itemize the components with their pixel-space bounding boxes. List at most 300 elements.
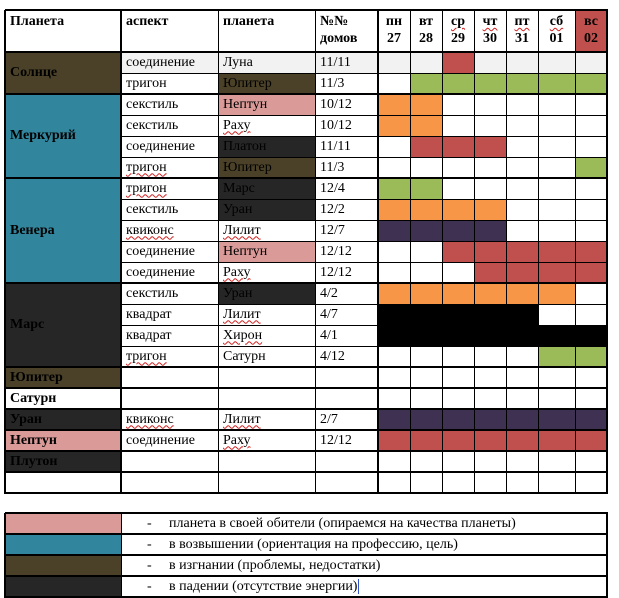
- houses-text: 12/7: [320, 222, 345, 238]
- day-of-week: вт: [418, 14, 434, 29]
- planet-cell: [5, 283, 121, 367]
- day-date: 28: [419, 31, 433, 46]
- aspect-text: секстиль: [126, 96, 179, 112]
- planet2-text: Лилит: [223, 222, 261, 238]
- planet-name: Юпитер: [10, 369, 63, 385]
- day-cell: [538, 472, 575, 493]
- planet2-cell: [218, 472, 315, 493]
- grid-line-v: [4, 513, 6, 598]
- header-day-label: [538, 13, 575, 47]
- header-day-label: [442, 13, 474, 47]
- day-cell: [442, 241, 474, 262]
- day-cell: [410, 220, 442, 241]
- houses-cell: [315, 262, 378, 283]
- day-cell: [474, 241, 506, 262]
- planet2-cell: [218, 325, 315, 346]
- aspect-text: секстиль: [126, 285, 179, 301]
- day-cell: [506, 115, 538, 136]
- grid-line-h: [121, 73, 608, 74]
- planet2-cell: [218, 73, 315, 94]
- aspect-cell: [121, 451, 218, 472]
- planet2-text: Хирон: [223, 327, 263, 343]
- day-cell: [538, 346, 575, 367]
- houses-cell: [315, 178, 378, 199]
- day-cell: [442, 283, 474, 304]
- planet-cell: [5, 388, 121, 409]
- legend-text: [129, 558, 380, 574]
- day-cell: [474, 388, 506, 409]
- planet-name: Меркурий: [10, 128, 76, 143]
- planet-name: Сатурн: [10, 390, 57, 406]
- day-date: 30: [483, 31, 497, 46]
- houses-cell: [315, 157, 378, 178]
- legend-text: [129, 516, 516, 532]
- planet2-cell: [218, 367, 315, 388]
- aspect-cell: [121, 346, 218, 367]
- aspect-text: квадрат: [126, 306, 172, 322]
- legend-dash: -: [147, 515, 152, 531]
- grid-line-h: [5, 366, 608, 368]
- day-of-week: пт: [514, 14, 530, 29]
- day-cell: [506, 472, 538, 493]
- day-cell: [575, 178, 607, 199]
- aspect-text: соединение: [126, 264, 195, 280]
- grid-line-v: [218, 10, 219, 494]
- aspect-cell: [121, 241, 218, 262]
- houses-cell: [315, 388, 378, 409]
- day-cell: [410, 94, 442, 115]
- grid-line-h: [121, 325, 608, 326]
- houses-text: 4/1: [320, 327, 338, 343]
- houses-cell: [315, 451, 378, 472]
- houses-text: 11/3: [320, 75, 345, 91]
- day-cell: [474, 262, 506, 283]
- houses-text: 12/12: [320, 264, 352, 280]
- planet2-text: Марс: [223, 180, 255, 196]
- day-cell: [506, 199, 538, 220]
- day-cell: [474, 367, 506, 388]
- planet2-cell: [218, 178, 315, 199]
- houses-cell: [315, 346, 378, 367]
- planet2-text: Лилит: [223, 306, 261, 322]
- day-cell: [474, 346, 506, 367]
- header-planet2-text: планета: [223, 14, 275, 29]
- houses-cell: [315, 94, 378, 115]
- aspect-cell: [121, 283, 218, 304]
- grid-line-h: [5, 387, 608, 389]
- day-cell: [474, 73, 506, 94]
- planet-cell: [5, 451, 121, 472]
- grid-line-h: [121, 199, 608, 200]
- header-day-label: [575, 13, 607, 47]
- day-cell: [538, 367, 575, 388]
- header-houses: [315, 10, 378, 52]
- planet2-cell: [218, 241, 315, 262]
- day-of-week: чт: [482, 14, 498, 29]
- aspect-cell: [121, 430, 218, 451]
- day-cell: [442, 346, 474, 367]
- day-cell: [474, 472, 506, 493]
- grid-line-h: [5, 575, 608, 577]
- day-cell: [538, 115, 575, 136]
- grid-line-v: [120, 10, 122, 494]
- legend-text-cell: [121, 534, 607, 555]
- day-cell: [442, 73, 474, 94]
- day-cell: [474, 115, 506, 136]
- day-cell: [474, 52, 506, 73]
- aspect-cell: [121, 367, 218, 388]
- day-cell: [378, 178, 410, 199]
- houses-cell: [315, 325, 378, 346]
- day-cell: [575, 346, 607, 367]
- planet2-cell: [218, 199, 315, 220]
- aspect-cell: [121, 220, 218, 241]
- legend-description: в падении (отсутствие энергии): [169, 578, 358, 594]
- grid-line-v: [474, 10, 475, 494]
- day-cell: [410, 472, 442, 493]
- day-cell: [378, 136, 410, 157]
- houses-cell: [315, 220, 378, 241]
- houses-text: 10/12: [320, 117, 352, 133]
- planet2-cell: [218, 220, 315, 241]
- day-cell: [378, 241, 410, 262]
- day-cell: [538, 388, 575, 409]
- day-cell: [575, 367, 607, 388]
- aspect-text: квиконс: [126, 222, 174, 238]
- day-date: 27: [387, 31, 401, 46]
- header-planet2: [218, 10, 315, 52]
- legend-description: планета в своей обители (опираемся на качества планеты): [169, 515, 516, 531]
- day-cell: [378, 430, 410, 451]
- day-cell: [442, 451, 474, 472]
- grid-line-h: [5, 93, 608, 95]
- day-cell: [410, 73, 442, 94]
- planet2-cell: [218, 409, 315, 430]
- grid-line-h: [5, 533, 608, 535]
- houses-cell: [315, 115, 378, 136]
- aspect-cell: [121, 115, 218, 136]
- day-date: 01: [549, 31, 564, 46]
- header-planet: [5, 10, 121, 52]
- houses-cell: [315, 367, 378, 388]
- grid-line-h: [5, 429, 608, 431]
- day-cell: [410, 136, 442, 157]
- day-cell: [442, 94, 474, 115]
- day-cell: [378, 472, 410, 493]
- day-of-week: пн: [385, 14, 403, 29]
- grid-line-h: [121, 220, 608, 221]
- houses-text: 4/2: [320, 285, 338, 301]
- grid-line-v: [410, 10, 411, 494]
- houses-text: 10/12: [320, 96, 352, 112]
- aspect-text: тригон: [126, 159, 167, 175]
- day-cell: [538, 409, 575, 430]
- day-cell: [575, 430, 607, 451]
- day-cell: [538, 178, 575, 199]
- legend-dash: -: [147, 536, 152, 552]
- day-cell: [442, 115, 474, 136]
- day-of-week: ср: [451, 14, 465, 29]
- houses-cell: [315, 283, 378, 304]
- aspect-cell: [121, 409, 218, 430]
- houses-cell: [315, 304, 378, 325]
- aspect-text: соединение: [126, 432, 195, 448]
- header-day-label: [410, 13, 442, 47]
- day-cell: [378, 409, 410, 430]
- planet-cell: [5, 178, 121, 283]
- grid-line-h: [5, 554, 608, 556]
- houses-cell: [315, 241, 378, 262]
- planet2-text: Сатурн: [223, 348, 266, 364]
- houses-text: 11/3: [320, 159, 345, 175]
- aspect-text: квадрат: [126, 327, 172, 343]
- planet2-cell: [218, 388, 315, 409]
- day-cell: [474, 451, 506, 472]
- planet2-cell: [218, 136, 315, 157]
- houses-text: 11/11: [320, 54, 351, 70]
- day-cell: [378, 220, 410, 241]
- day-cell: [506, 94, 538, 115]
- legend-swatch: [5, 555, 121, 576]
- day-cell: [410, 304, 442, 325]
- aspect-text: соединение: [126, 138, 195, 154]
- aspect-text: тригон: [126, 348, 167, 364]
- aspect-text: соединение: [126, 54, 195, 70]
- houses-text: 12/2: [320, 201, 345, 217]
- day-cell: [410, 409, 442, 430]
- day-cell: [410, 115, 442, 136]
- day-cell: [474, 220, 506, 241]
- header-day-0: [378, 10, 410, 52]
- planet2-text: Нептун: [223, 96, 268, 112]
- grid-line-h: [121, 115, 608, 116]
- day-of-week: вс: [584, 14, 598, 29]
- planet2-text: Раху: [223, 117, 251, 133]
- day-cell: [378, 388, 410, 409]
- planet2-cell: [218, 94, 315, 115]
- day-cell: [474, 178, 506, 199]
- day-cell: [378, 451, 410, 472]
- aspect-cell: [121, 199, 218, 220]
- houses-text: 4/12: [320, 348, 345, 364]
- day-cell: [575, 52, 607, 73]
- grid-line-h: [5, 512, 608, 514]
- day-cell: [378, 94, 410, 115]
- day-cell: [378, 199, 410, 220]
- day-cell: [442, 262, 474, 283]
- day-cell: [575, 304, 607, 325]
- planet2-cell: [218, 304, 315, 325]
- day-cell: [410, 283, 442, 304]
- day-cell: [575, 136, 607, 157]
- header-day-label: [474, 13, 506, 47]
- planet-name: Плутон: [10, 453, 58, 469]
- grid-line-h: [121, 136, 608, 137]
- day-cell: [538, 451, 575, 472]
- day-cell: [575, 472, 607, 493]
- day-cell: [538, 283, 575, 304]
- day-cell: [575, 73, 607, 94]
- planet-cell: [5, 409, 121, 430]
- grid-line-v: [121, 513, 122, 598]
- grid-line-v: [4, 10, 6, 494]
- day-cell: [410, 262, 442, 283]
- legend-text: [129, 579, 359, 595]
- aspect-text: тригон: [126, 75, 167, 91]
- planet-cell: [5, 52, 121, 94]
- planet-name: Уран: [10, 411, 42, 427]
- legend-swatch: [5, 576, 121, 597]
- day-cell: [410, 178, 442, 199]
- houses-text: 4/7: [320, 306, 338, 322]
- houses-text: 12/12: [320, 243, 352, 259]
- houses-cell: [315, 472, 378, 493]
- aspect-text: секстиль: [126, 201, 179, 217]
- planet2-text: Уран: [223, 201, 253, 217]
- grid-line-h: [5, 177, 608, 179]
- day-cell: [378, 304, 410, 325]
- day-cell: [538, 430, 575, 451]
- grid-line-h: [121, 157, 608, 158]
- aspect-cell: [121, 262, 218, 283]
- aspect-cell: [121, 325, 218, 346]
- day-cell: [506, 157, 538, 178]
- day-cell: [442, 472, 474, 493]
- day-cell: [506, 220, 538, 241]
- planet2-text: Уран: [223, 285, 253, 301]
- grid-line-v: [315, 10, 316, 494]
- day-cell: [378, 346, 410, 367]
- day-date: 31: [515, 31, 529, 46]
- day-cell: [410, 430, 442, 451]
- aspect-cell: [121, 304, 218, 325]
- planet2-cell: [218, 451, 315, 472]
- grid-line-v: [506, 10, 507, 494]
- day-cell: [575, 451, 607, 472]
- day-cell: [474, 304, 506, 325]
- planet-cell: [5, 94, 121, 178]
- day-cell: [378, 157, 410, 178]
- day-cell: [442, 367, 474, 388]
- grid-line-v: [538, 10, 539, 494]
- day-cell: [442, 178, 474, 199]
- day-cell: [442, 136, 474, 157]
- header-day-4: [506, 10, 538, 52]
- day-cell: [474, 94, 506, 115]
- header-planet-text: Планета: [10, 14, 65, 29]
- houses-cell: [315, 73, 378, 94]
- day-of-week: сб: [549, 14, 564, 29]
- planet-name: Нептун: [10, 432, 57, 448]
- aspect-cell: [121, 472, 218, 493]
- day-cell: [410, 157, 442, 178]
- aspect-text: соединение: [126, 243, 195, 259]
- grid-line-h: [5, 492, 608, 494]
- aspect-text: секстиль: [126, 117, 179, 133]
- day-cell: [575, 199, 607, 220]
- day-cell: [442, 388, 474, 409]
- aspect-text: тригон: [126, 180, 167, 196]
- planet2-cell: [218, 157, 315, 178]
- day-cell: [538, 73, 575, 94]
- day-cell: [538, 94, 575, 115]
- day-cell: [506, 409, 538, 430]
- planet2-text: Нептун: [223, 243, 268, 259]
- day-date: 29: [451, 31, 465, 46]
- day-cell: [575, 283, 607, 304]
- header-day-3: [474, 10, 506, 52]
- day-cell: [538, 199, 575, 220]
- day-cell: [410, 346, 442, 367]
- header-day-label: [378, 13, 410, 47]
- day-cell: [506, 430, 538, 451]
- planet-cell: [5, 472, 121, 493]
- planet2-cell: [218, 115, 315, 136]
- houses-text: 12/12: [320, 432, 352, 448]
- day-cell: [474, 430, 506, 451]
- day-cell: [506, 52, 538, 73]
- planet-cell: [5, 430, 121, 451]
- planet2-cell: [218, 346, 315, 367]
- day-cell: [474, 283, 506, 304]
- header-aspect-text: аспект: [126, 14, 169, 29]
- day-cell: [575, 220, 607, 241]
- day-cell: [506, 136, 538, 157]
- day-cell: [575, 94, 607, 115]
- day-cell: [538, 157, 575, 178]
- day-cell: [442, 220, 474, 241]
- day-cell: [506, 178, 538, 199]
- legend-text-cell: [121, 555, 607, 576]
- grid-line-h: [5, 51, 608, 53]
- grid-line-h: [5, 408, 608, 410]
- header-day-5: [538, 10, 575, 52]
- day-cell: [575, 388, 607, 409]
- planet2-text: Юпитер: [223, 75, 272, 91]
- planet2-cell: [218, 430, 315, 451]
- grid-line-v: [606, 10, 608, 494]
- grid-line-h: [5, 282, 608, 284]
- header-aspect: [121, 10, 218, 52]
- planet2-text: Платон: [223, 138, 267, 154]
- planet-cell: [5, 367, 121, 388]
- day-cell: [538, 52, 575, 73]
- houses-cell: [315, 199, 378, 220]
- planet2-text: Юпитер: [223, 159, 272, 175]
- day-cell: [378, 367, 410, 388]
- day-cell: [506, 367, 538, 388]
- day-cell: [474, 199, 506, 220]
- legend-text: [129, 537, 458, 553]
- day-cell: [506, 388, 538, 409]
- day-cell: [378, 52, 410, 73]
- legend-dash: -: [147, 578, 152, 594]
- day-cell: [410, 388, 442, 409]
- day-cell: [410, 199, 442, 220]
- grid-line-v: [442, 10, 443, 494]
- planet2-cell: [218, 262, 315, 283]
- grid-line-v: [606, 513, 608, 598]
- grid-line-h: [121, 241, 608, 242]
- day-cell: [575, 115, 607, 136]
- aspect-cell: [121, 136, 218, 157]
- day-cell: [538, 241, 575, 262]
- houses-text: 11/11: [320, 138, 351, 154]
- grid-line-v: [575, 10, 576, 494]
- day-cell: [538, 304, 575, 325]
- grid-line-h: [121, 346, 608, 347]
- day-cell: [410, 451, 442, 472]
